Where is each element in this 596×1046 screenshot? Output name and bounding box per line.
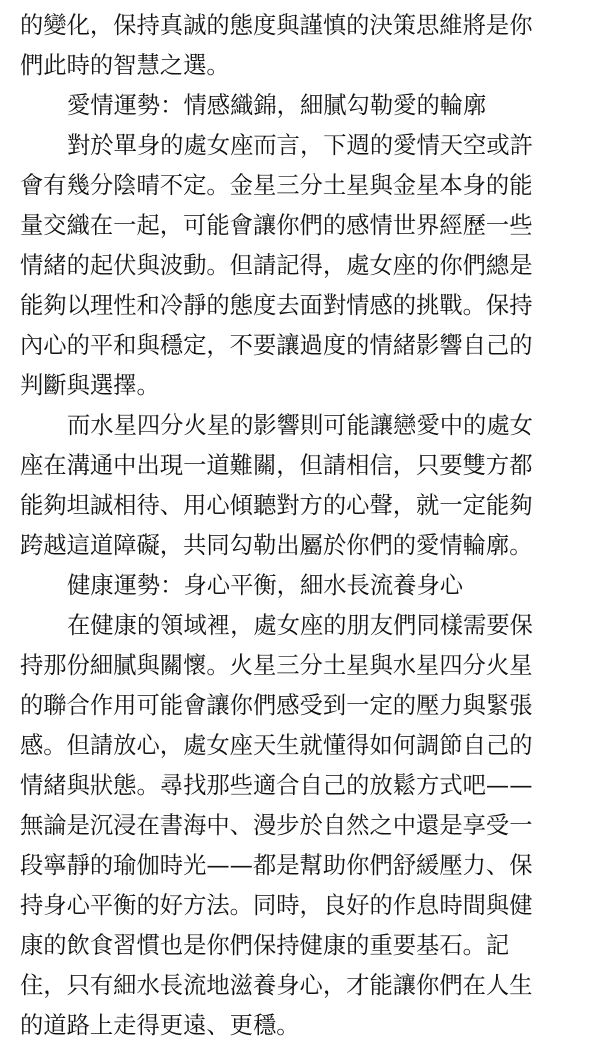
text-line: 的聯合作用可能會讓你們感受到一定的壓力與緊張 xyxy=(20,692,533,719)
text-line: 能夠以理性和冷靜的態度去面對情感的挑戰。保持 xyxy=(20,292,533,319)
text-line: 座在溝通中出現一道難關，但請相信，只要雙方都 xyxy=(20,452,533,479)
text-line: 情緒的起伏與波動。但請記得，處女座的你們總是 xyxy=(20,252,533,279)
text-line: 情緒與狀態。尋找那些適合自己的放鬆方式吧—— xyxy=(20,772,533,799)
text-line: 持身心平衡的好方法。同時，良好的作息時間與健 xyxy=(20,892,533,919)
text-line: 感。但請放心，處女座天生就懂得如何調節自己的 xyxy=(20,732,533,759)
text-line: 康的飲食習慣也是你們保持健康的重要基石。記 xyxy=(20,932,510,959)
text-line: 的道路上走得更遠、更穩。 xyxy=(20,1012,300,1039)
text-line: 判斷與選擇。 xyxy=(20,372,160,399)
text-line: 的變化，保持真誠的態度與謹慎的決策思維將是你 xyxy=(20,12,533,39)
text-line: 們此時的智慧之選。 xyxy=(20,52,230,79)
text-line: 內心的平和與穩定，不要讓過度的情緒影響自己的 xyxy=(20,332,533,359)
text-line: 跨越這道障礙，共同勾勒出屬於你們的愛情輪廓。 xyxy=(20,532,533,559)
text-line: 而水星四分火星的影響則可能讓戀愛中的處女 xyxy=(67,412,533,439)
section-heading-love: 愛情運勢：情感織錦，細膩勾勒愛的輪廓 xyxy=(67,92,487,119)
text-line: 量交織在一起，可能會讓你們的感情世界經歷一些 xyxy=(20,212,533,239)
text-line: 會有幾分陰晴不定。金星三分土星與金星本身的能 xyxy=(20,172,533,199)
text-line: 無論是沉浸在書海中、漫步於自然之中還是享受一 xyxy=(20,812,533,839)
text-line: 持那份細膩與關懷。火星三分土星與水星四分火星 xyxy=(20,652,533,679)
text-line: 能夠坦誠相待、用心傾聽對方的心聲，就一定能夠 xyxy=(20,492,533,519)
text-line: 段寧靜的瑜伽時光——都是幫助你們舒緩壓力、保 xyxy=(20,852,533,879)
text-line: 在健康的領域裡，處女座的朋友們同樣需要保 xyxy=(67,612,533,639)
section-heading-health: 健康運勢：身心平衡，細水長流養身心 xyxy=(67,572,464,599)
text-line: 對於單身的處女座而言，下週的愛情天空或許 xyxy=(67,132,533,159)
text-line: 住，只有細水長流地滋養身心，才能讓你們在人生 xyxy=(20,972,533,999)
